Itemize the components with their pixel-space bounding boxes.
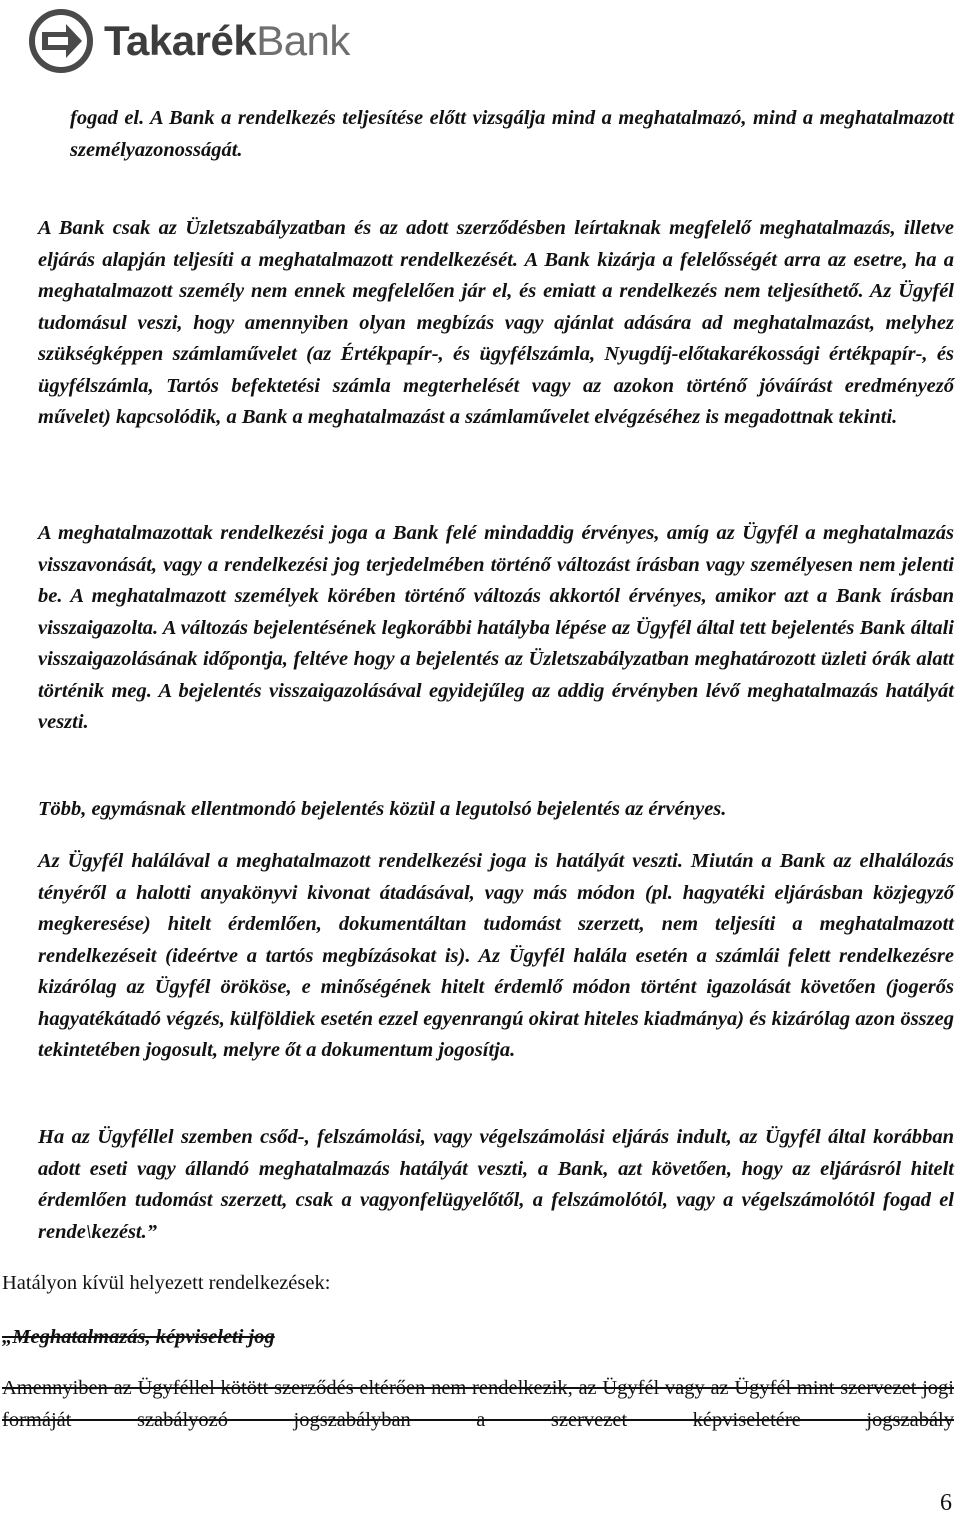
takarekbank-logo [28, 8, 350, 74]
logo-wordmark-light: Bank [256, 17, 350, 64]
page-number: 6 [940, 1490, 952, 1516]
logo-wordmark [104, 17, 350, 64]
paragraph-death-of-client: Az Ügyfél halálával a meghatalmazott rendelkezési joga is hatályát veszti. Miután a Bank az elhalálozás tényéről a halotti anyakönyvi kivonat átadásával, vagy más módon (pl. hagyatéki eljárásban közjegyző megkeresése) hitelt érdemlően, dokumentáltan tudomást szerzett, nem teljesíti a meghatalmazott rendelkezéseit (ideértve a tartós megbízásokat is). Az Ügyfél halála esetén a számlái felett rendelkezésre kizárólag az Ügyfél örököse, e minőségének hitelt érdemlő módon történt igazolását követően (jogerős hagyatékátadó végzés, külföldiek esetén ezzel egyenrangú okirat hiteles kiadmánya) és kizárólag azon összeg tekintetében jogosult, melyre őt a dokumentum jogosítja. [38, 850, 954, 1061]
paragraph-authorization-basis: A Bank csak az Üzletszabályzatban és az adott szerződésben leírtaknak megfelelő meghatalmazás, illetve eljárás alapján teljesíti a meghatalmazott rendelkezését. A Bank kizárja a felelősségét arra az esetre, ha a meghatalmazott személy nem ennek megfelelően jár el, és emiatt a rendelkezés nem teljesíthető. Az Ügyfél tudomásul veszi, hogy amennyiben olyan megbízás vagy ajánlat adására ad meghatalmazást, melyhez szükségképpen számlaművelet (az Értékpapír-, és ügyfélszámla, Nyugdíj-előtakarékossági értékpapír-, és ügyfélszámla, Tartós befektetési számla megterhelését vagy az azokon történő jóváírást eredményező művelet) kapcsolódik, a Bank a meghatalmazást a számlaművelet elvégzéséhez is megadottnak tekinti. [38, 217, 954, 428]
takarekbank-logo-icon [28, 8, 94, 74]
repealed-provisions-label: Hatályon kívül helyezett rendelkezések: [2, 1272, 331, 1294]
logo-wordmark-bold: Takarék [104, 17, 257, 64]
struck-section-heading: „Meghatalmazás, képviseleti jog [2, 1326, 275, 1348]
struck-section-paragraph: Amennyiben az Ügyféllel kötött szerződés eltérően nem rendelkezik, az Ügyfél vagy az Ügyfél mint szervezet jogi formáját szabályozó jogszabályban a szervezet képviseletére jogszabály [2, 1377, 954, 1431]
paragraph-insolvency: Ha az Ügyféllel szemben csőd-, felszámolási, vagy végelszámolási eljárás indult, az Ügyfél által korábban adott eseti vagy állandó meghatalmazás hatályát veszti, a Bank, azt követően, hogy az eljárásról hitelt érdemlően tudomást szerzett, csak a vagyonfelügyelőtől, a felszámolótól, vagy a végelszámolótól fogad el rende\kezést.” [38, 1126, 954, 1243]
paragraph-authorization-validity: A meghatalmazottak rendelkezési joga a Bank felé mindaddig érvényes, amíg az Ügyfél a meghatalmazás visszavonását, vagy a rendelkezési jog terjedelmében történő változást írásban vagy személyesen nem jelenti be. A meghatalmazott személyek körében történő változás akkortól érvényes, amikor azt a Bank írásban visszaigazolta. A változás bejelentésének legkorábbi hatályba lépése az Ügyfél által tett bejelentés Bank általi visszaigazolásának időpontja, feltéve hogy a bejelentés az Üzletszabályzatban meghatározott üzleti órák alatt történik meg. A bejelentés visszaigazolásával egyidejűleg az addig érvényben lévő meghatalmazás hatályát veszti. [38, 522, 954, 733]
paragraph-identity-check: fogad el. A Bank a rendelkezés teljesítése előtt vizsgálja mind a meghatalmazó, mind a meghatalmazott személyazonosságát. [70, 107, 954, 161]
paragraph-conflicting-notices: Több, egymásnak ellentmondó bejelentés közül a legutolsó bejelentés az érvényes. [38, 798, 727, 820]
